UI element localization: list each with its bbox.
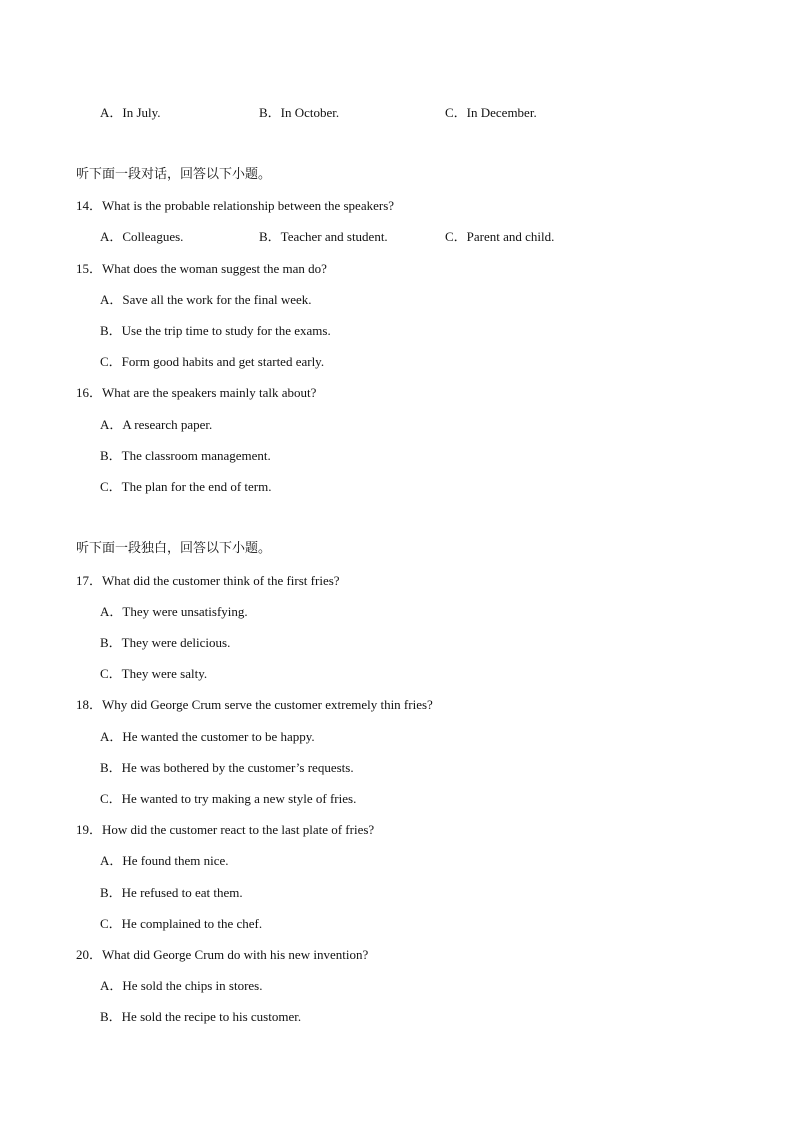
q15-option-a: A．Save all the work for the final week.	[100, 292, 312, 307]
q15-question: 15．What does the woman suggest the man do?	[76, 261, 327, 276]
q14-option-a: A．Colleagues.	[100, 229, 184, 244]
q16-option-a: A．A research paper.	[100, 417, 213, 432]
q16-option-c: C．The plan for the end of term.	[100, 479, 272, 494]
q17-option-b: B．They were delicious.	[100, 635, 231, 650]
q18-option-c: C．He wanted to try making a new style of fries.	[100, 791, 357, 806]
q14-question: 14．What is the probable relationship between the speakers?	[76, 198, 395, 213]
q13-option-b: B．In October.	[259, 105, 340, 120]
q18-option-a: A．He wanted the customer to be happy.	[100, 729, 315, 744]
q17-question: 17．What did the customer think of the first fries?	[76, 573, 340, 588]
q19-question: 19．How did the customer react to the last plate of fries?	[76, 822, 375, 837]
q17-option-c: C．They were salty.	[100, 666, 208, 681]
dialogue-instruction: 听下面一段对话，回答以下小题。	[76, 167, 272, 182]
q20-question: 20．What did George Crum do with his new invention?	[76, 947, 369, 962]
q14-option-b: B．Teacher and student.	[259, 229, 388, 244]
q20-option-a: A．He sold the chips in stores.	[100, 978, 263, 993]
q16-option-b: B．The classroom management.	[100, 448, 271, 463]
q19-option-a: A．He found them nice.	[100, 853, 229, 868]
q18-option-b: B．He was bothered by the customer’s requests.	[100, 760, 354, 775]
q14-options	[0, 229, 794, 245]
q16-question: 16．What are the speakers mainly talk about?	[76, 385, 317, 400]
q20-option-b: B．He sold the recipe to his customer.	[100, 1009, 302, 1024]
q14-option-c: C．Parent and child.	[445, 229, 555, 244]
monologue-instruction: 听下面一段独白，回答以下小题。	[76, 541, 272, 556]
q15-option-c: C．Form good habits and get started early.	[100, 354, 325, 369]
q17-option-a: A．They were unsatisfying.	[100, 604, 248, 619]
q18-question: 18．Why did George Crum serve the customer extremely thin fries?	[76, 697, 433, 712]
q13-option-a: A．In July.	[100, 105, 161, 120]
q19-option-b: B．He refused to eat them.	[100, 885, 243, 900]
q15-option-b: B．Use the trip time to study for the exams.	[100, 323, 331, 338]
q19-option-c: C．He complained to the chef.	[100, 916, 263, 931]
q13-option-c: C．In December.	[445, 105, 537, 120]
q13-options	[0, 105, 794, 121]
